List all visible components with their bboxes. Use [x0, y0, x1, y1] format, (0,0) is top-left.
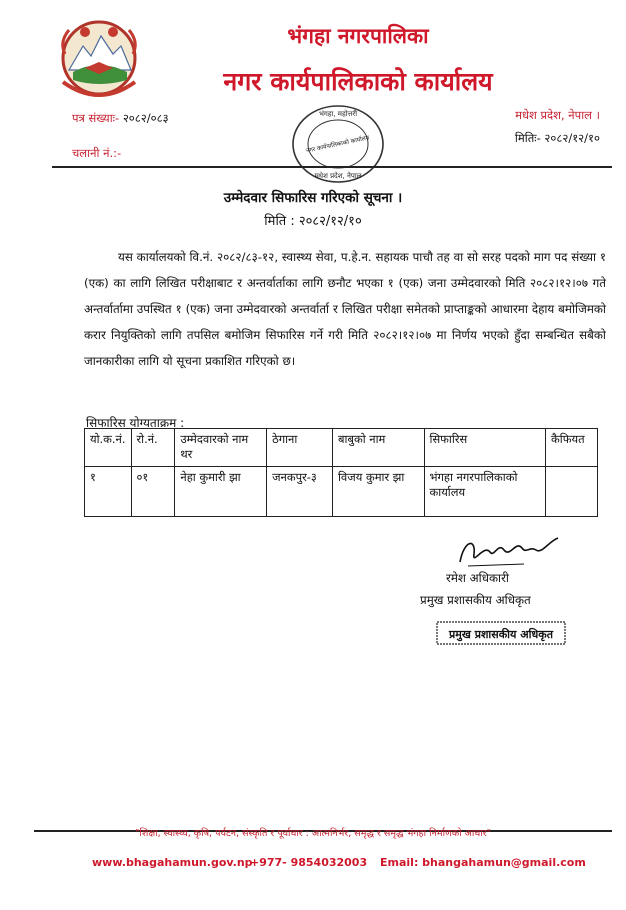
table-title: सिफारिस योग्यताक्रम :	[86, 416, 185, 430]
notice-title: उम्मेदवार सिफारिस गरिएको सूचना ।	[223, 190, 403, 206]
column-header: ठेगाना	[267, 429, 333, 467]
table-cell: भंगहा नगरपालिकाको कार्यालय	[424, 467, 546, 517]
chalani-number: चलानी नं.:-	[72, 146, 122, 160]
footer-slogan: "शिक्षा, स्वास्थ्य, कृषि, पर्यटन, संस्कृति र पूर्वाधार : आत्मनिर्भर, समृद्ध र समृद्ध भंगहा निर्माणको आधार"	[135, 828, 491, 839]
signatory-name: रमेश अधिकारी	[446, 571, 509, 585]
designation-stamp	[436, 620, 566, 646]
column-header: रो.नं.	[131, 429, 175, 467]
column-header: यो.क.नं.	[85, 429, 132, 467]
stamp-line-3: मधेश प्रदेश, नेपाल	[314, 172, 362, 180]
designation-stamp-text: प्रमुख प्रशासकीय अधिकृत	[449, 628, 553, 641]
office-stamp	[288, 100, 388, 188]
column-header: उम्मेदवारको नाम थर	[175, 429, 267, 467]
office-name: नगर कार्यपालिकाको कार्यालय	[223, 67, 493, 96]
table-cell: नेहा कुमारी झा	[175, 467, 267, 517]
column-header: सिफारिस	[424, 429, 546, 467]
date-label: मितिः-	[514, 131, 541, 145]
notice-date: मिति : २०८२/१२/१०	[264, 214, 362, 229]
email-address[interactable]: Email: bhangahamun@gmail.com	[380, 856, 586, 869]
table-header-row	[85, 429, 598, 467]
table-cell: विजय कुमार झा	[332, 467, 424, 517]
municipality-name: भंगहा नगरपालिका	[287, 23, 429, 48]
header-divider	[52, 166, 612, 168]
website-link[interactable]: www.bhagahamun.gov.np	[92, 856, 253, 869]
letter-date	[515, 131, 600, 146]
phone-number: +977- 9854032003	[250, 856, 368, 869]
province-text: मधेश प्रदेश, नेपाल ।	[515, 108, 600, 122]
reference-number	[72, 111, 169, 126]
table-cell: जनकपुर-३	[267, 467, 333, 517]
date-value: २०८२/१२/१०	[544, 131, 600, 145]
column-header: बाबुको नाम	[332, 429, 424, 467]
table-cell	[546, 467, 598, 517]
reference-value: २०८२/०८३	[122, 111, 169, 125]
stamp-line-2: नगर कार्यपालिकाको कार्यालय	[305, 134, 370, 155]
notice-body: यस कार्यालयको वि.नं. २०८२/८३-१२, स्वास्थ्य सेवा, प.हे.न. सहायक पाचौ तह वा सो सरह पदको माग पद संख्या १ (एक) का लागि लिखित परीक्षाबाट र अन्तर्वार्ताका लागि छनौट भएका १ (एक) जना उम्मेदवारको मिति २०८२।१२।०७ गते अन्तर्वार्तामा उपस्थित १ (एक) जना उम्मेदवारको अन्तर्वार्ता र लिखित परीक्षा समेतको प्राप्ताङ्कको आधारमा देहाय बमोजिमको करार नियुक्तिको लागि तपसिल बमोजिम सिफारिस गर्ने गरी मिति २०८२।१२।०७ मा निर्णय भएको हुँदा सम्बन्धित सबैको जानकारीका लागि यो सूचना प्रकाशित गरिएको छ।	[84, 250, 606, 368]
signatory-post: प्रमुख प्रशासकीय अधिकृत	[420, 593, 531, 607]
recommendation-table	[84, 428, 598, 517]
table-cell: ०१	[131, 467, 175, 517]
reference-label: पत्र संख्याः-	[72, 111, 120, 125]
table-row	[85, 467, 598, 517]
stamp-line-1: भंगहा, महोत्तरी	[318, 110, 358, 118]
handwritten-signature	[454, 532, 564, 572]
column-header: कैफियत	[546, 429, 598, 467]
table-cell: १	[85, 467, 132, 517]
